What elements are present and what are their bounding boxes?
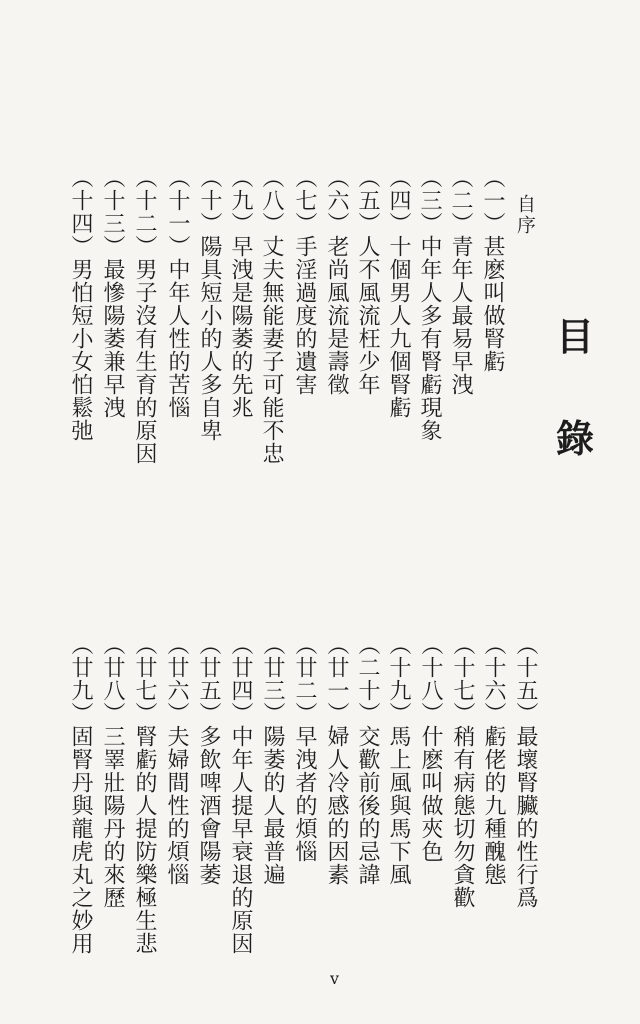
toc-entry: （十三）最慘陽萎兼早洩 [100, 166, 125, 419]
toc-entry: （二十）交歡前後的忌諱 [355, 633, 380, 886]
page-number: v [330, 969, 340, 988]
toc-entry: （十二）男子沒有生育的原因 [132, 166, 157, 465]
toc-entry: （廿二）早洩者的煩惱 [292, 633, 317, 863]
toc-entry: （一）甚麽叫做腎虧 [480, 166, 505, 373]
toc-entry: （十一）中年人性的苦惱 [165, 166, 190, 419]
toc-entry: （十九）馬上風與馬下風 [386, 633, 411, 886]
toc-entry: （廿四）中年人提早衰退的原因 [228, 633, 253, 955]
toc-entry: （十）陽具短小的人多自卑 [197, 166, 222, 442]
toc-entry: （十六）虧佬的九種醜態 [481, 633, 506, 886]
title-char-1: 目 [555, 315, 594, 359]
toc-entry: （九）早洩是陽萎的先兆 [228, 166, 253, 419]
preface-entry: 自序 [514, 194, 536, 236]
toc-entry: （廿八）三睪壯陽丹的來歷 [100, 633, 125, 909]
toc-entry: （三）中年人多有腎虧現象 [417, 166, 442, 442]
toc-entry: （廿九）固腎丹與龍虎丸之妙用 [68, 633, 93, 955]
toc-entry: （二）青年人最易早洩 [448, 166, 473, 396]
toc-entry: （十八）什麽叫做夾色 [418, 633, 443, 863]
toc-entry: （廿七）腎虧的人提防樂極生悲 [132, 633, 157, 955]
toc-entry: （十五）最壞腎臟的性行爲 [513, 633, 538, 909]
toc-entry: （廿六）夫婦間性的煩惱 [164, 633, 189, 886]
title-char-2: 錄 [555, 417, 594, 461]
toc-entry: （四）十個男人九個腎虧 [386, 166, 411, 419]
toc-entry: （六）老尚風流是壽徵 [324, 166, 349, 396]
toc-entry: （十四）男怕短小女怕鬆弛 [68, 166, 93, 442]
toc-entry: （廿五）多飲啤酒會陽萎 [196, 633, 221, 886]
toc-entry: （廿三）陽萎的人最普遍 [260, 633, 285, 886]
page-title [545, 315, 605, 461]
toc-entry: （廿一）婦人冷感的因素 [324, 633, 349, 886]
toc-entry: （五）人不風流枉少年 [355, 166, 380, 396]
toc-entry: （十七）稍有病態切勿貪歡 [450, 633, 475, 909]
toc-entry: （八）丈夫無能妻子可能不忠 [259, 166, 284, 465]
toc-entry: （七）手淫過度的遺害 [292, 166, 317, 396]
